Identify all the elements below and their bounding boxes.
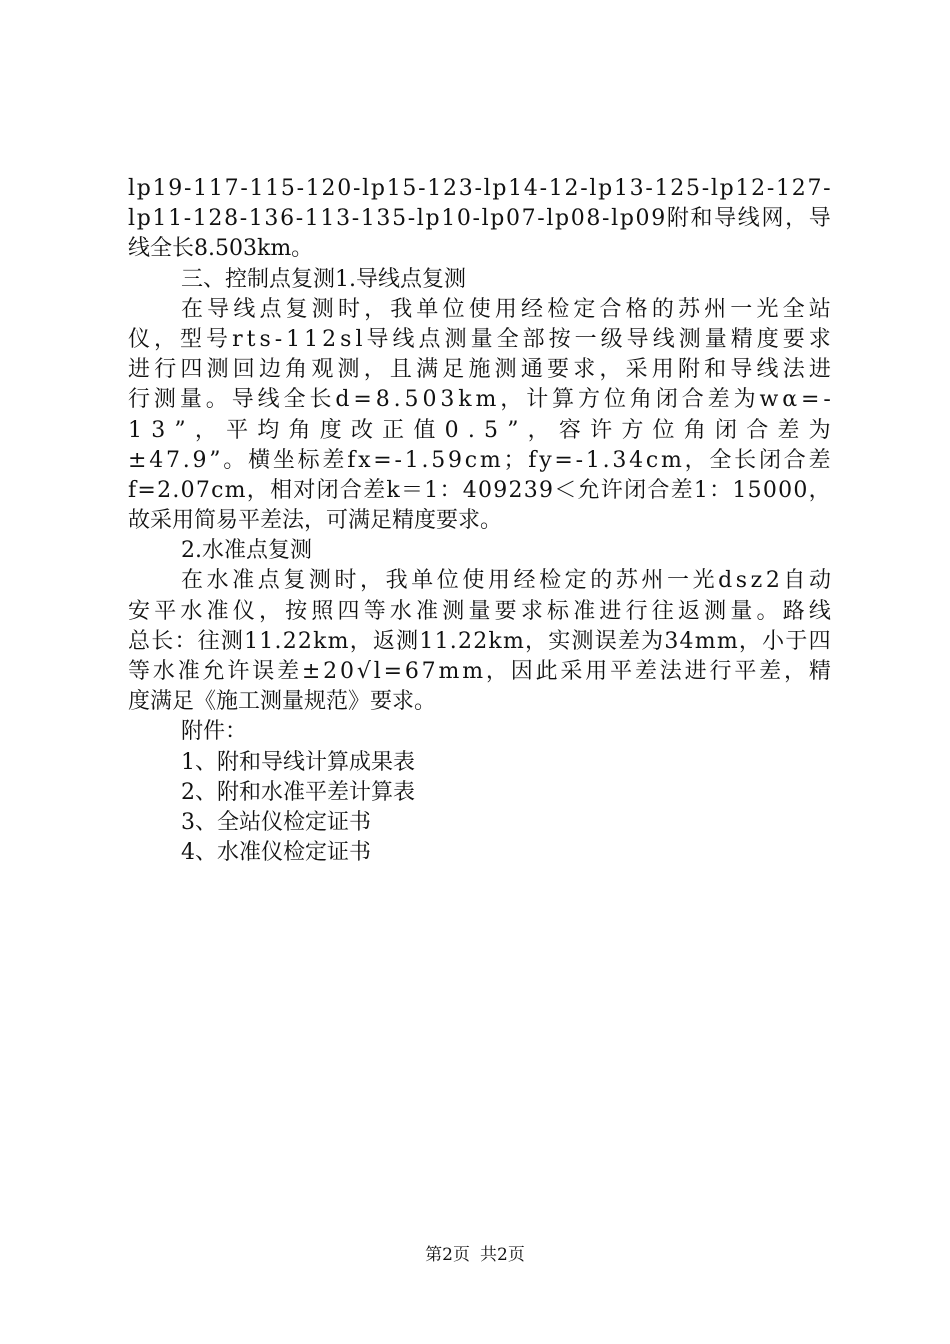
section-heading: 三、控制点复测1.导线点复测 [181,266,466,292]
text-line: 故采用简易平差法，可满足精度要求。 [128,508,503,534]
text-line: ± 4 7 . 9 ” 。 横 坐 标 差 f x = - 1 . 5 9 c m ； f y = - 1 . 3 4 c m ， 全 长 闭 合 差 [128,447,831,473]
section-heading: 2.水准点复测 [181,538,312,564]
text-line: 行 测 量 。 导 线 全 长 d = 8 . 5 0 3 k m ， 计 算 方 位 角 闭 合 差 为 w α = - [128,387,831,413]
text-line: l p 1 9 - 1 1 7 - 1 1 5 - 1 2 0 - l p 1 5 - 1 2 3 - l p 1 4 - 1 2 - l p 1 3 - 1 2 5 - l p 1 2 - 1 2 7 - [128,176,831,201]
text-line: 等 水 准 允 许 误 差 ± 2 0 √ l = 6 7 m m ， 因 此 采 用 平 差 法 进 行 平 差 ， 精 [128,659,831,684]
attachments-heading: 附件： [181,719,248,745]
text-line: f = 2 . 0 7 c m ， 相 对 闭 合 差 k ＝ 1 ： 4 0 9 2 3 9 ＜ 允 许 闭 合 差 1 ： 1 5 0 0 0 ， [128,477,831,503]
text-line: 在 水 准 点 复 测 时 ， 我 单 位 使 用 经 检 定 的 苏 州 一 光 d s z 2 自 动 [181,568,831,594]
page-total: 共2页 [480,1245,525,1265]
text-line: 安 平 水 准 仪 ， 按 照 四 等 水 准 测 量 要 求 标 准 进 行 往 返 测 量 。 路 线 [128,598,831,624]
text-line: 1 3 ” ， 平 均 角 度 改 正 值 0 . 5 ” ， 容 许 方 位 角 闭 合 差 为 [128,417,831,443]
attachment-item: 3、全站仪检定证书 [181,809,371,835]
text-line: 进 行 四 测 回 边 角 观 测 ， 且 满 足 施 测 通 要 求 ， 采 用 附 和 导 线 法 进 [128,357,831,383]
text-line: 在 导 线 点 复 测 时 ， 我 单 位 使 用 经 检 定 合 格 的 苏 州 一 光 全 站 [181,296,831,322]
text-line: 线全长8.503km。 [128,236,314,262]
text-line: 总 长 ： 往 测 1 1 . 2 2 k m ， 返 测 1 1 . 2 2 k m ， 实 测 误 差 为 3 4 m m ， 小 于 四 [128,628,831,654]
text-line: 度满足《施工测量规范》要求。 [128,689,437,715]
attachment-item: 4、水准仪检定证书 [181,840,371,866]
attachment-item: 1、附和导线计算成果表 [181,749,415,775]
page-number: 第2页 [425,1245,470,1265]
text-line: 仪 ， 型 号 r t s - 1 1 2 s l 导 线 点 测 量 全 部 按 一 级 导 线 测 量 精 度 要 求 [128,326,831,352]
text-line: l p 1 1 - 1 2 8 - 1 3 6 - 1 1 3 - 1 3 5 - l p 1 0 - l p 0 7 - l p 0 8 - l p 0 9 附 和 导 线 网 ， 导 [128,206,831,232]
attachment-item: 2、附和水准平差计算表 [181,779,415,805]
page-footer [0,1243,950,1267]
document-body [128,174,831,868]
